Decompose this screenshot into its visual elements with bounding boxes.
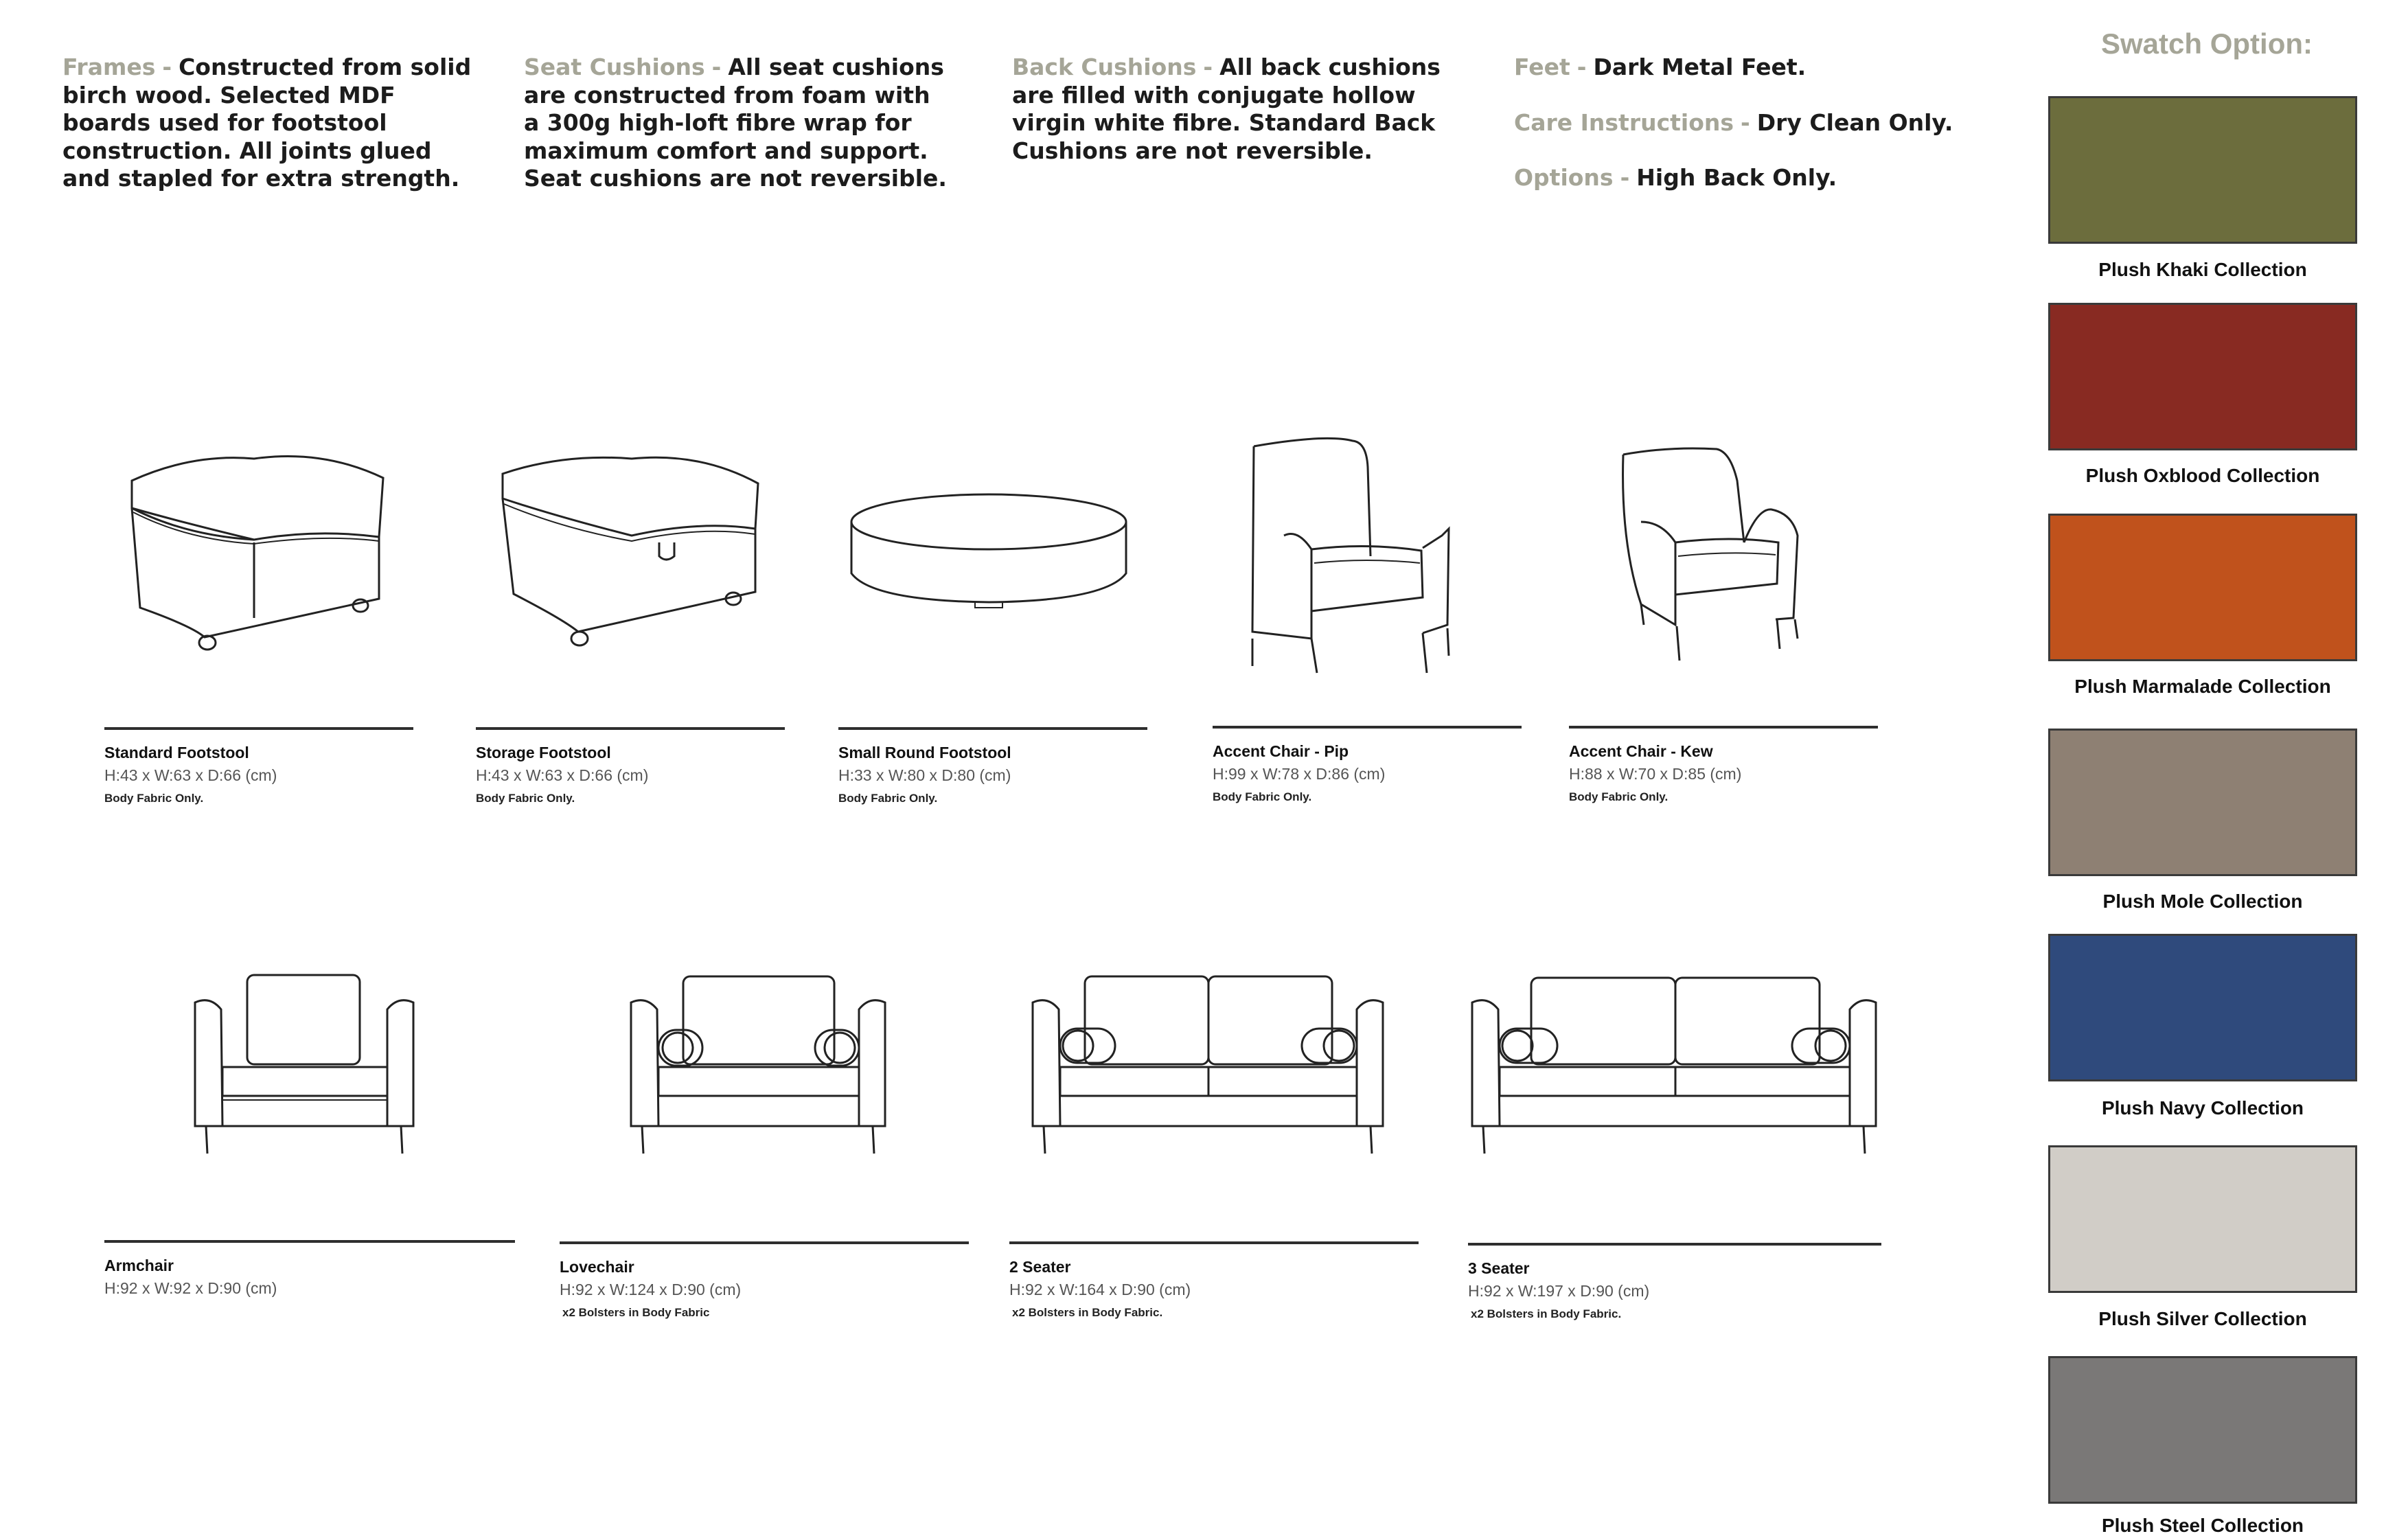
swatch-name: Plush Silver Collection [2098, 1308, 2307, 1329]
product-dimensions: H:92 x W:124 x D:90 (cm) [560, 1281, 742, 1298]
spec-dash: - [162, 54, 172, 80]
spec-back-cushions [1012, 54, 1452, 165]
swatch-name: Plush Navy Collection [2101, 1097, 2304, 1119]
product-dimensions: H:99 x W:78 x D:86 (cm) [1213, 765, 1386, 783]
product-dimensions: H:43 x W:63 x D:66 (cm) [476, 766, 649, 784]
product-name: Accent Chair - Kew [1569, 742, 1713, 760]
product-name: 3 Seater [1468, 1259, 1530, 1277]
swatch-mole [2048, 729, 2357, 876]
product-dimensions: H:92 x W:164 x D:90 (cm) [1009, 1281, 1191, 1298]
spec-options [1514, 164, 2008, 192]
product-name: Accent Chair - Pip [1213, 742, 1349, 760]
product-note: Body Fabric Only. [1569, 790, 1669, 803]
spec-text: High Back Only. [1636, 164, 1837, 191]
armchair-drawing [192, 968, 419, 1160]
product-dimensions: H:92 x W:92 x D:90 (cm) [104, 1279, 277, 1297]
product-note: Body Fabric Only. [104, 792, 204, 805]
spec-label: Back Cushions [1012, 54, 1197, 80]
product-note: Body Fabric Only. [838, 792, 938, 805]
product-name: Armchair [104, 1257, 174, 1274]
spec-text: Dry Clean Only. [1756, 108, 1953, 136]
spec-label: Feet [1514, 54, 1570, 80]
spec-dash: - [711, 54, 722, 80]
spec-seat-cushions [524, 54, 950, 193]
spec-text: All back cushions are filled with conjugate hollow virgin white fibre. Standard Back Cushions are not reversible. [1012, 54, 1441, 164]
product-name: Storage Footstool [476, 744, 611, 761]
product-rule [104, 727, 413, 730]
2-seater-drawing [1030, 968, 1387, 1160]
spec-feet [1514, 54, 2008, 82]
product-name: Small Round Footstool [838, 744, 1011, 761]
product-rule [560, 1241, 969, 1244]
product-rule [104, 1240, 515, 1243]
product-dimensions: H:33 x W:80 x D:80 (cm) [838, 766, 1011, 784]
spec-text: Constructed from solid birch wood. Selected MDF boards used for footstool construction. All joints glued and stapled for extra strength. [62, 54, 472, 192]
swatch-silver [2048, 1145, 2357, 1293]
spec-label: Seat Cushions [524, 54, 705, 80]
product-rule [1569, 726, 1878, 729]
product-note: Body Fabric Only. [1213, 790, 1312, 803]
product-rule [1213, 726, 1522, 729]
swatch-marmalade [2048, 514, 2357, 661]
product-standard-footstool [104, 727, 413, 805]
spec-other [1514, 54, 2008, 220]
small-round-footstool-drawing [845, 491, 1133, 615]
swatch-khaki [2048, 96, 2357, 244]
spec-dash: - [1576, 54, 1587, 80]
swatch-name: Plush Mole Collection [2102, 891, 2303, 912]
swatch-oxblood [2048, 303, 2357, 450]
product-dimensions: H:88 x W:70 x D:85 (cm) [1569, 765, 1742, 783]
spec-label: Frames [62, 54, 156, 80]
product-rule [1468, 1243, 1881, 1246]
product-armchair [104, 1240, 515, 1298]
swatch-name: Plush Steel Collection [2101, 1515, 2304, 1536]
swatch-steel [2048, 1356, 2357, 1504]
product-note: x2 Bolsters in Body Fabric. [1012, 1306, 1163, 1319]
spec-dash: - [1620, 164, 1630, 191]
product-dimensions: H:43 x W:63 x D:66 (cm) [104, 766, 277, 784]
3-seater-drawing [1469, 968, 1881, 1160]
lovechair-drawing [628, 968, 889, 1160]
accent-chair-kew-drawing [1614, 439, 1820, 673]
storage-footstool-drawing [494, 439, 769, 666]
spec-text: Dark Metal Feet. [1593, 54, 1807, 80]
product-small-round-footstool [838, 727, 1147, 805]
accent-chair-pip-drawing [1243, 433, 1476, 680]
swatch-navy [2048, 934, 2357, 1081]
product-accent-chair-pip [1213, 726, 1522, 804]
product-note: x2 Bolsters in Body Fabric [562, 1306, 710, 1319]
spec-frames [62, 54, 474, 193]
spec-dash: - [1741, 108, 1750, 136]
spec-label: Care Instructions [1514, 108, 1734, 136]
standard-footstool-drawing [124, 439, 398, 666]
swatch-name: Plush Oxblood Collection [2085, 465, 2320, 486]
product-note: Body Fabric Only. [476, 792, 575, 805]
product-name: Lovechair [560, 1258, 634, 1276]
spec-dash: - [1203, 54, 1213, 80]
product-storage-footstool [476, 727, 785, 805]
product-note: x2 Bolsters in Body Fabric. [1471, 1307, 1622, 1320]
product-name: Standard Footstool [104, 744, 249, 761]
spec-label: Options [1514, 164, 1614, 191]
product-accent-chair-kew [1569, 726, 1878, 804]
swatch-name: Plush Marmalade Collection [2074, 676, 2331, 697]
product-2-seater [1009, 1241, 1419, 1320]
product-rule [838, 727, 1147, 730]
product-rule [1009, 1241, 1419, 1244]
product-dimensions: H:92 x W:197 x D:90 (cm) [1468, 1282, 1650, 1300]
spec-text: All seat cushions are constructed from foam with a 300g high-loft fibre wrap for maximum comfort and support. Seat cushions are not reversible. [524, 54, 947, 192]
spec-care [1514, 109, 2008, 137]
product-rule [476, 727, 785, 730]
product-3-seater [1468, 1243, 1881, 1321]
swatch-title: Swatch Option: [2101, 27, 2313, 60]
product-lovechair [560, 1241, 969, 1320]
product-name: 2 Seater [1009, 1258, 1071, 1276]
swatch-name: Plush Khaki Collection [2098, 259, 2307, 280]
